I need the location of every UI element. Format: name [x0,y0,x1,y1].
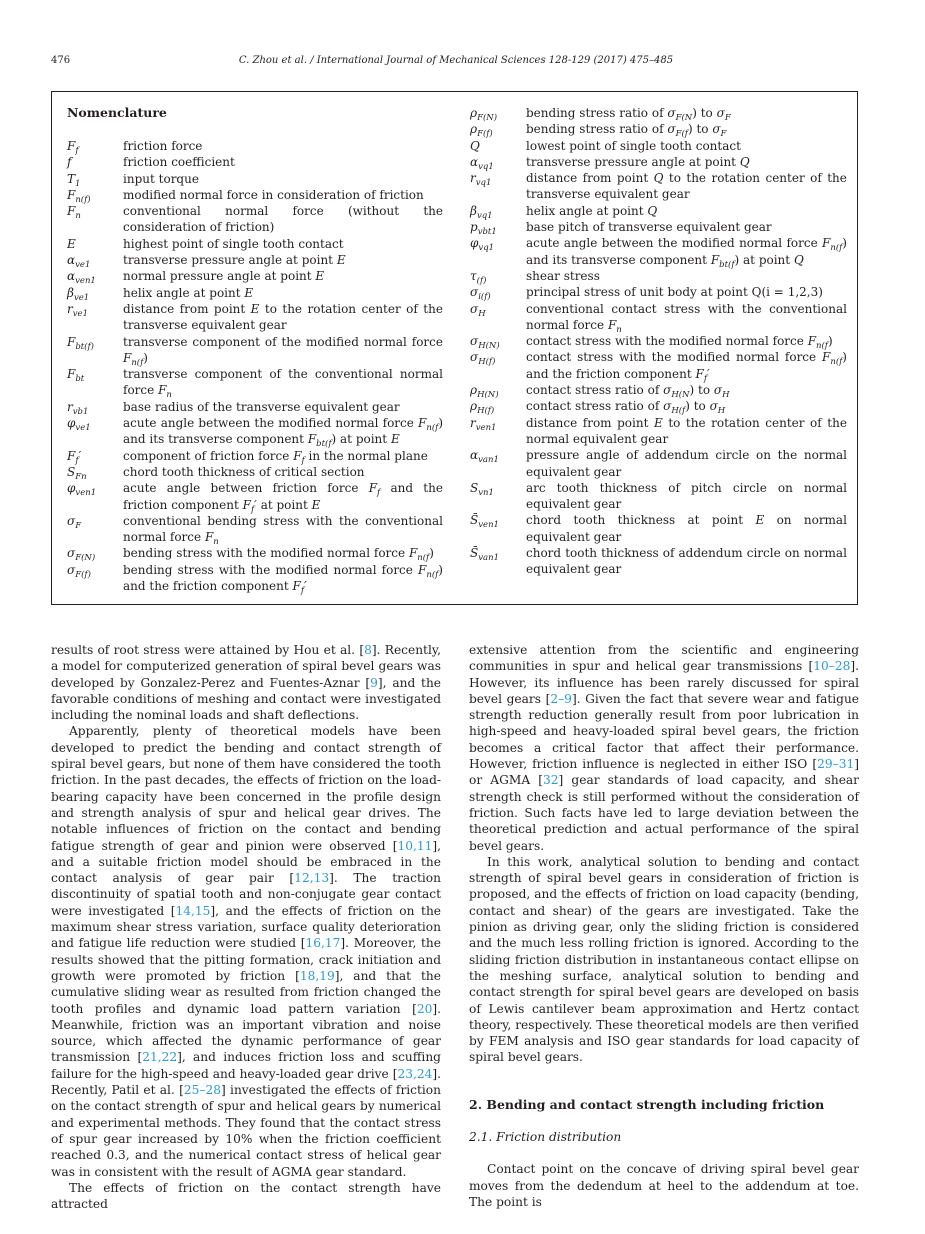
nomenclature-entry [470,203,847,219]
citation-link[interactable]: 16,17 [305,936,341,951]
nomenclature-description: base radius of the transverse equivalent gear [123,399,400,414]
nomenclature-description: chord tooth thickness at point E on normal equivalent gear [526,513,847,544]
nomenclature-entry [67,154,443,170]
nomenclature-entry [67,480,443,513]
nomenclature-symbol: Q [470,138,480,153]
body-paragraph: extensive attention from the scientific and engineering communities in spur and helical gear transmissions [10–28]. However, its influence has been rarely discussed for spiral bevel gears [2–9]. Given the fact that severe wear and fatigue strength reduction generally result from poor lubrication in high-speed and heavy-loaded spiral bevel gears, the friction becomes a critical factor that affect their performance. However, friction influence is neglected in either ISO [29–31] or AGMA [32] gear standards of load capacity, and shear strength check is still performed without the consideration of friction. Such facts have led to large deviation between the theoretical prediction and actual performance of the spiral bevel gears. [469,643,860,853]
nomenclature-entry [67,268,443,287]
nomenclature-symbol: $\sigma_{i(f)}$ [470,285,491,303]
nomenclature-entry [470,301,847,334]
nomenclature-entry [470,480,847,513]
nomenclature-description: contact stress with the modified normal force $F_{n(f}$) and the friction component $F_f'$ [526,350,847,384]
nomenclature-symbol: $\varphi_{ve1}$ [67,416,91,434]
nomenclature-description: acute angle between the modified normal force $F_{n(f}$) and its transverse component $F_{bt(f}$) at point Q [526,236,847,270]
nomenclature-description: transverse pressure angle at point Q [526,154,750,169]
citation-link[interactable]: 18,19 [299,968,335,983]
nomenclature-description: contact stress with the modified normal force $F_{n(f}$) [526,334,833,352]
nomenclature-description: lowest point of single tooth contact [526,138,741,153]
nomenclature-description: bending stress with the modified normal force $F_{n(f}$) [123,546,434,564]
citation-link[interactable]: 23,24 [397,1066,433,1081]
citation-link[interactable]: 10–28 [813,659,851,674]
citation-link[interactable]: 29–31 [817,757,855,772]
nomenclature-description: friction force [123,139,203,153]
nomenclature-symbol: $\beta_{ve1}$ [67,285,90,303]
nomenclature-symbol: $\alpha_{vq1}$ [470,154,494,172]
page-number: 476 [51,55,71,66]
nomenclature-description: highest point of single tooth contact [123,236,344,251]
nomenclature-entry [470,154,847,170]
nomenclature-entry [470,170,847,203]
nomenclature-symbol: $r_{vq1}$ [470,171,492,189]
citation-link[interactable]: 8 [364,643,372,657]
nomenclature-description: chord tooth thickness of addendum circle on normal equivalent gear [526,546,847,577]
nomenclature-entry [67,334,443,367]
nomenclature-entry [470,382,847,401]
nomenclature-symbol: $S̄_{van1}$ [470,546,499,564]
nomenclature-entry [470,398,847,417]
nomenclature-description: distance from point E to the rotation center of the normal equivalent gear [526,415,847,446]
nomenclature-description: helix angle at point Q [526,203,658,218]
nomenclature-entry [67,513,443,546]
nomenclature-description: transverse component of the conventional normal force $F_n$ [123,367,443,401]
nomenclature-description: bending stress with the modified normal force $F_{n(f}$) and the friction component $F_f'$ [123,562,443,597]
nomenclature-symbol: $\sigma_H$ [470,301,486,319]
nomenclature-entry [67,187,443,203]
nomenclature-description: transverse component of the modified normal force $F_{n(f}$) [123,334,443,368]
nomenclature-description: bending stress ratio of $\sigma_{F(f}$) to $\sigma_F$ [526,122,727,140]
nomenclature-symbol: $\alpha_{van1}$ [470,448,499,466]
nomenclature-symbol: $S_{Fn}$ [67,464,87,482]
nomenclature-description: transverse pressure angle at point E [123,253,346,268]
nomenclature-description: principal stress of unit body at point Q(i = 1,2,3) [526,285,823,300]
nomenclature-description: conventional contact stress with the conventional normal force $F_n$ [526,301,847,335]
nomenclature-entry [67,236,443,252]
nomenclature-symbol: $p_{vbt1}$ [470,220,497,238]
nomenclature-symbol: $T_1$ [67,171,81,189]
nomenclature-entry [67,415,443,448]
nomenclature-symbol: $F_{bt(f)}$ [67,334,94,352]
section-paragraph: Contact point on the concave of driving spiral bevel gear moves from the dedendum at heel to the addendum at toe. The point is [469,1162,859,1209]
nomenclature-symbol: $\tau_{(f)}$ [470,268,487,286]
nomenclature-entry [470,268,847,284]
nomenclature-entry [470,545,847,578]
nomenclature-description: distance from point Q to the rotation center of the transverse equivalent gear [526,171,847,202]
citation-link[interactable]: 14,15 [175,903,211,918]
nomenclature-description: arc tooth thickness of pitch circle on normal equivalent gear [526,480,847,512]
citation-link[interactable]: 32 [543,773,559,788]
nomenclature-entry [470,138,847,154]
nomenclature-entry [67,138,443,154]
citation-link[interactable]: 2–9 [550,691,572,706]
nomenclature-entry [67,203,443,236]
nomenclature-symbol: $\sigma_{F(f)}$ [67,562,91,580]
nomenclature-title: Nomenclature [67,105,167,120]
body-paragraph: The effects of friction on the contact strength have attracted [51,1180,441,1212]
citation-link[interactable]: 9 [370,675,378,690]
nomenclature-entry [470,512,847,545]
nomenclature-symbol: $\sigma_F$ [67,513,82,531]
nomenclature-entry [470,219,847,238]
nomenclature-description: base pitch of transverse equivalent gear [526,220,772,235]
nomenclature-entry [470,415,847,448]
nomenclature-symbol: $r_{ven1}$ [470,415,497,433]
nomenclature-symbol: f [67,155,72,170]
nomenclature-description: component of friction force $F_f$ in the normal plane [123,448,428,466]
nomenclature-description: acute angle between the modified normal force $F_{n(f}$) and its transverse component $F_{bt(f}$) at point E [123,416,443,450]
nomenclature-entry [470,121,847,140]
nomenclature-symbol: $r_{vb1}$ [67,399,89,417]
nomenclature-entry [67,366,443,399]
nomenclature-entry [67,448,443,464]
nomenclature-symbol: $F_f$ [67,139,79,156]
nomenclature-symbol: $\rho_{F(N)}$ [470,106,498,123]
citation-link[interactable]: 20 [416,1001,433,1016]
nomenclature-symbol: $\alpha_{ven1}$ [67,269,96,287]
nomenclature-symbol: $\rho_{H(f)}$ [470,399,495,417]
citation-link[interactable]: 25–28 [183,1083,221,1098]
nomenclature-symbol: $F_{n(f)}$ [67,187,91,205]
nomenclature-description: conventional bending stress with the conventional normal force $F_n$ [123,513,443,548]
citation-link[interactable]: 12,13 [294,871,330,886]
nomenclature-entry [470,333,847,352]
nomenclature-symbol: $\sigma_{H(N)}$ [470,334,500,352]
nomenclature-entry [67,171,443,187]
nomenclature-description: pressure angle of addendum circle on the normal equivalent gear [526,448,847,479]
nomenclature-symbol: $\varphi_{vq1}$ [470,236,495,254]
journal-citation: C. Zhou et al. / International Journal of Mechanical Sciences 128-129 (2017) 475–485 [238,55,674,66]
body-paragraph: Apparently, plenty of theoretical models have been developed to predict the bending and contact strength of spiral bevel gears, but none of them have considered the tooth friction. In the past decades, the effects of friction on the load-bearing capacity have been concerned in the profile design and strength analysis of spur and helical gear drives. The notable influences of friction on the contact and bending fatigue strength of gear and pinion were observed [10,11], and a suitable friction model should be embraced in the contact analysis of gear pair [12,13]. The traction discontinuity of spatial tooth and non-conjugate gear contact were investigated [14,15], and the effects of friction on the maximum shear stress variation, surface quality deterioration and fatigue life reduction were studied [16,17]. Moreover, the results showed that the pitting formation, crack initiation and growth were promoted by friction [18,19], and that the cumulative sliding wear as resulted from friction changed the tooth profiles and dynamic load pattern variation [20]. Meanwhile, friction was an important vibration and noise source, which affected the dynamic performance of gear transmission [21,22], and induces friction loss and scuffing failure for the high-speed and heavy-loaded gear drive [23,24]. Recently, Patil et al. [25–28] investigated the effects of friction on the contact strength of spur and helical gears by numerical and experimental methods. They found that the contact stress of spur gear increased by 10% when the friction coefficient reached 0.3, and the numerical contact stress of helical gear was in consistent with the result of AGMA gear standard. [51,724,442,1179]
nomenclature-symbol: $r_{ve1}$ [67,301,88,319]
citation-link[interactable]: 21,22 [142,1050,178,1065]
body-paragraph: results of root stress were attained by Hou et al. [8]. Recently, a model for computerized generation of spiral bevel gears was developed by Gonzalez-Perez and Fuentes-Aznar [9], and the favorable conditions of meshing and contact were investigated including the nominal loads and shaft deflections. [51,643,442,723]
nomenclature-description: friction coefficient [123,155,235,170]
nomenclature-entry [67,285,443,301]
nomenclature-right-column [470,105,847,578]
nomenclature-description: modified normal force in consideration of friction [123,187,424,202]
nomenclature-symbol: $\rho_{H(N)}$ [470,383,499,401]
nomenclature-symbol: $S_{vn1}$ [470,480,494,498]
nomenclature-entry [470,105,847,121]
nomenclature-entry [470,235,847,268]
nomenclature-description: normal pressure angle at point E [123,269,325,284]
nomenclature-symbol: $\varphi_{ven1}$ [67,481,97,499]
nomenclature-description: distance from point E to the rotation center of the transverse equivalent gear [123,301,443,333]
nomenclature-entry [67,399,443,415]
nomenclature-box [51,91,858,605]
nomenclature-entry [470,284,847,303]
nomenclature-symbol: $S̄_{ven1}$ [470,513,499,531]
nomenclature-entry [470,349,847,382]
nomenclature-description: conventional normal force (without the consideration of friction) [123,204,443,235]
nomenclature-left-column [67,138,443,597]
nomenclature-entry [470,447,847,480]
nomenclature-symbol: E [67,236,76,251]
section-heading: 2. Bending and contact strength including friction [469,1096,825,1112]
nomenclature-description: contact stress ratio of $\sigma_{H(f}$) to $\sigma_H$ [526,399,726,417]
nomenclature-symbol: $F_n$ [67,204,81,222]
nomenclature-description: contact stress ratio of $\sigma_{H(N}$) to $\sigma_H$ [526,383,730,401]
nomenclature-entry [67,562,443,595]
nomenclature-symbol: $\alpha_{ve1}$ [67,253,91,271]
nomenclature-description: bending stress ratio of $\sigma_{F(N}$) to $\sigma_F$ [526,106,731,123]
body-paragraph: In this work, analytical solution to bending and contact strength of spiral bevel gears in consideration of friction is proposed, and the effects of friction on load capacity (bending, contact and shear) of the gears are investigated. Take the pinion as driving gear, only the sliding friction is considered and the much less rolling friction is ignored. According to the sliding friction distribution in instantaneous contact ellipse on the meshing surface, analytical solution to bending and contact strength for spiral bevel gears are developed on basis of Lewis cantilever beam approximation and Hertz contact theory, respectively. These theoretical models are then verified by FEM analysis and ISO gear standards for load capacity of spiral bevel gears. [469,854,859,1065]
citation-link[interactable]: 10,11 [397,838,433,853]
nomenclature-description: helix angle at point E [123,285,254,300]
nomenclature-entry [67,252,443,271]
running-header [51,55,861,71]
body-left-column [51,642,441,1212]
nomenclature-entry [67,464,443,480]
nomenclature-symbol: $F_f'$ [67,448,82,466]
subsection-heading: 2.1. Friction distribution [469,1130,622,1145]
body-right-column [469,642,859,1210]
nomenclature-symbol: $F_{bt}$ [67,367,85,385]
nomenclature-description: shear stress [526,268,600,283]
nomenclature-description: chord tooth thickness of critical section [123,464,365,479]
nomenclature-symbol: $\sigma_{H(f)}$ [470,350,496,368]
nomenclature-description: input torque [123,171,199,186]
nomenclature-symbol: $\sigma_{F(N)}$ [67,546,96,564]
nomenclature-symbol: $\beta_{vq1}$ [470,203,493,221]
nomenclature-description: acute angle between friction force $F_f$ and the friction component $F_f'$ at point E [123,481,443,515]
nomenclature-symbol: $\rho_{F(f)}$ [470,122,493,140]
nomenclature-entry [67,301,443,334]
nomenclature-entry [67,545,443,564]
